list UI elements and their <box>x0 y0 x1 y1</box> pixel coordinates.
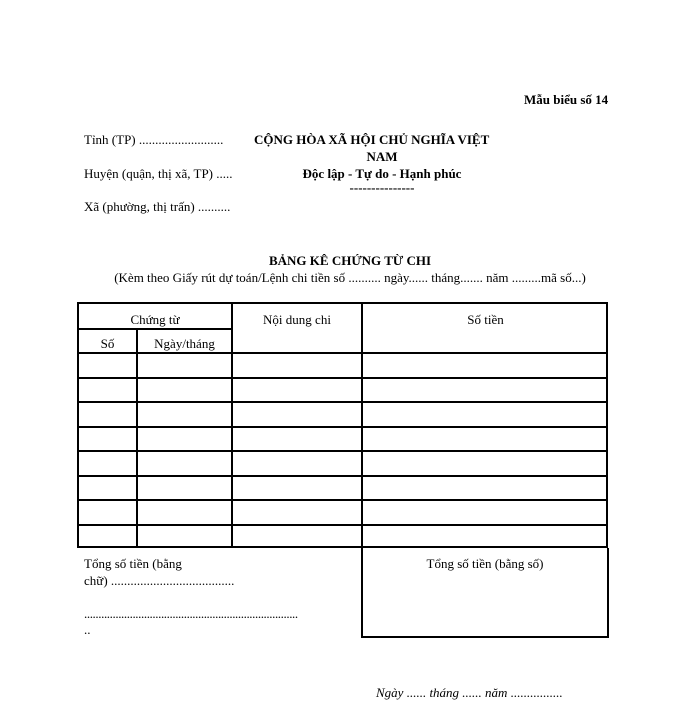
voucher-table <box>77 302 608 548</box>
dotted-line: ........................................................................... <box>84 606 298 621</box>
header-voucher: Chứng từ <box>130 312 180 327</box>
form-number: Mẫu biểu số 14 <box>524 92 609 107</box>
total-numbers-box <box>361 548 609 638</box>
subheader-date: Ngày/tháng <box>154 336 215 351</box>
nation-name-line1: CỘNG HÒA XÃ HỘI CHỦ NGHĨA VIỆT <box>254 132 490 147</box>
dotted-line-continuation: .. <box>84 622 91 637</box>
header-content: Nội dung chi <box>263 312 331 327</box>
district-field: Huyện (quận, thị xã, TP) ..... <box>84 166 233 181</box>
document-title: BẢNG KÊ CHỨNG TỪ CHI <box>268 253 432 268</box>
national-motto: Độc lập - Tự do - Hạnh phúc <box>302 166 462 181</box>
header-amount: Số tiền <box>467 312 504 327</box>
nation-name-line2: NAM <box>366 149 398 164</box>
document-subtitle: (Kèm theo Giấy rút dự toán/Lệnh chi tiền số .......... ngày...... tháng....... năm .........mã số...) <box>114 270 586 285</box>
province-field: Tỉnh (TP) .......................... <box>84 132 224 147</box>
total-words-field: chữ) ...................................... <box>84 573 235 588</box>
total-words-label: Tổng số tiền (bằng <box>84 556 182 571</box>
motto-separator: --------------- <box>349 180 415 195</box>
commune-field: Xã (phường, thị trấn) .......... <box>84 199 231 214</box>
subheader-number: Số <box>100 336 115 351</box>
total-numbers-label: Tổng số tiền (bằng số) <box>426 556 544 571</box>
date-line: Ngày ...... tháng ...... năm ................ <box>376 685 563 700</box>
